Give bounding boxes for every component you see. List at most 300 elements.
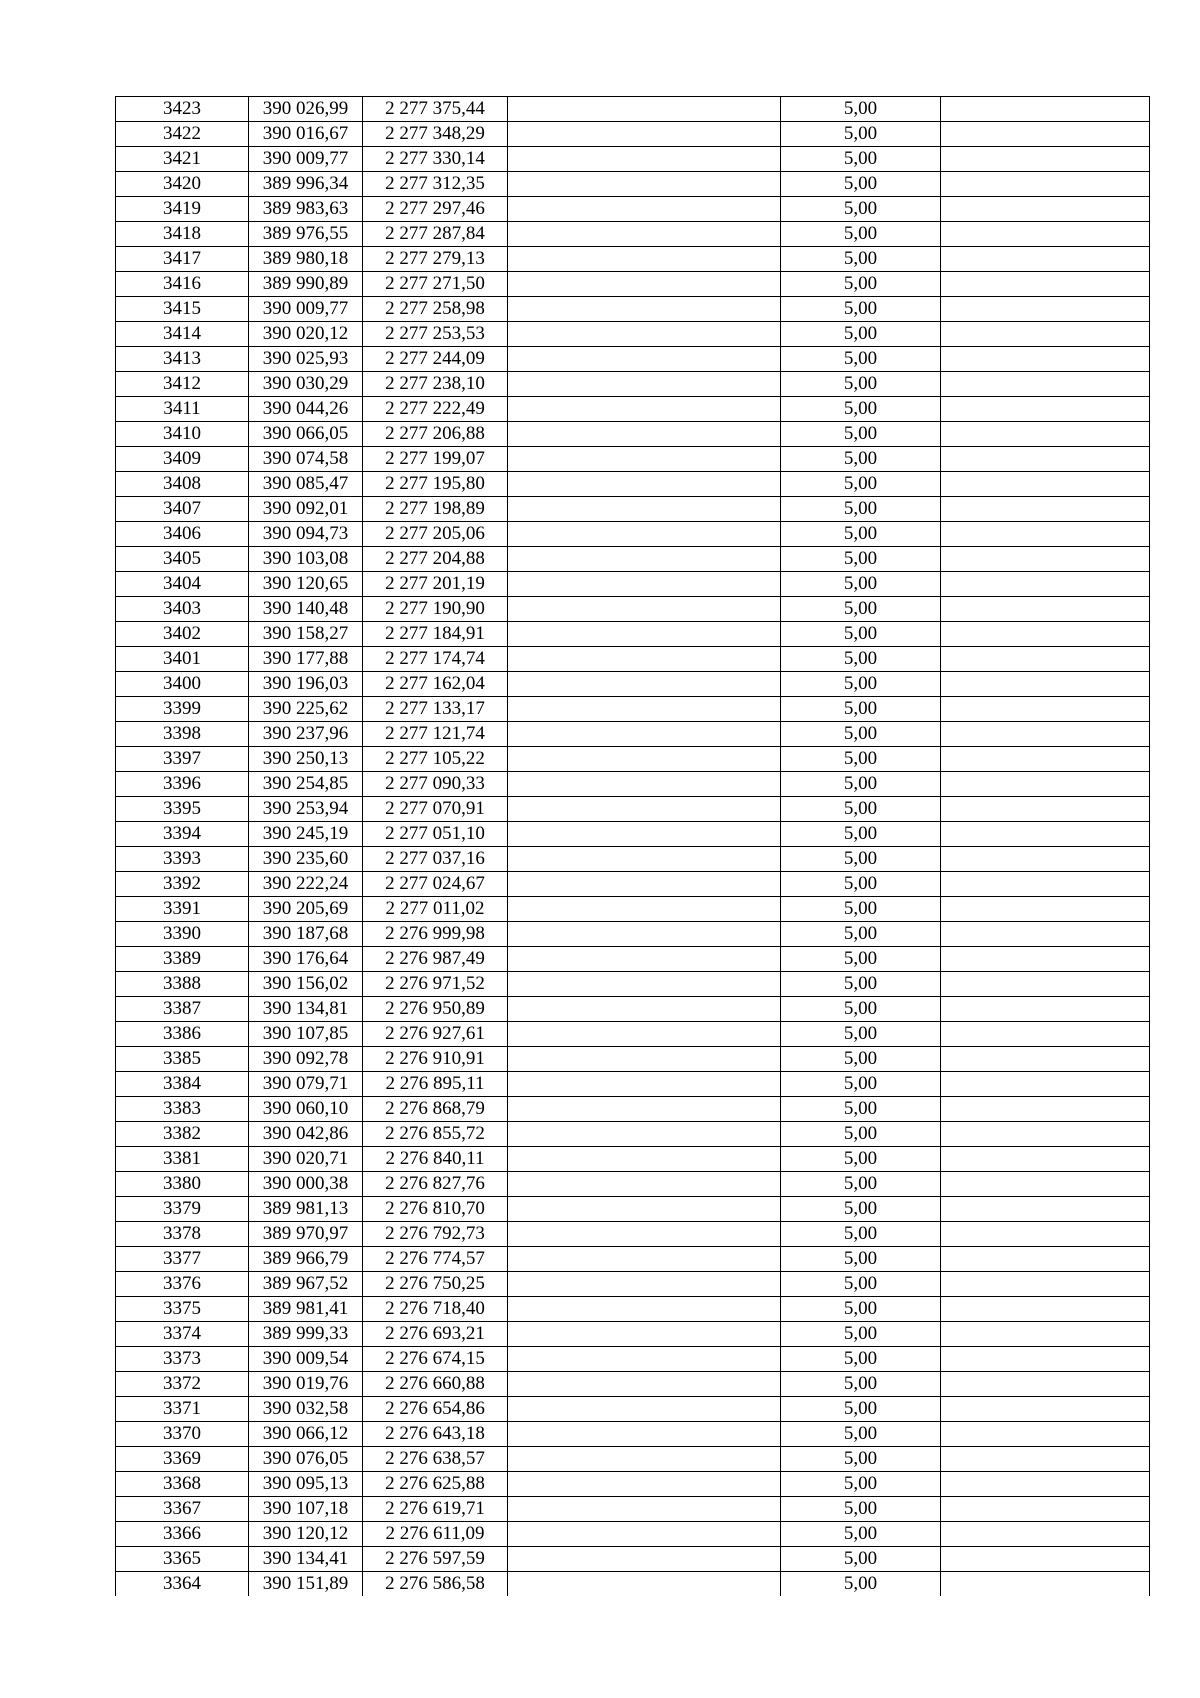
accuracy-cell: 5,00 <box>781 197 941 222</box>
accuracy-cell: 5,00 <box>781 997 941 1022</box>
accuracy-cell: 5,00 <box>781 622 941 647</box>
empty-cell <box>508 1147 781 1172</box>
x-coordinate-cell: 390 079,71 <box>249 1072 363 1097</box>
empty-cell <box>508 722 781 747</box>
point-number-cell: 3395 <box>116 797 249 822</box>
accuracy-cell: 5,00 <box>781 422 941 447</box>
empty-cell <box>941 847 1150 872</box>
accuracy-cell: 5,00 <box>781 897 941 922</box>
table-row <box>116 1422 1150 1447</box>
point-number-cell: 3410 <box>116 422 249 447</box>
point-number-cell: 3387 <box>116 997 249 1022</box>
point-number-cell: 3407 <box>116 497 249 522</box>
table-row <box>116 1197 1150 1222</box>
x-coordinate-cell: 389 996,34 <box>249 172 363 197</box>
empty-cell <box>941 922 1150 947</box>
x-coordinate-cell: 390 019,76 <box>249 1372 363 1397</box>
point-number-cell: 3369 <box>116 1447 249 1472</box>
table-row <box>116 1172 1150 1197</box>
x-coordinate-cell: 390 235,60 <box>249 847 363 872</box>
point-number-cell: 3418 <box>116 222 249 247</box>
y-coordinate-cell: 2 277 258,98 <box>363 297 508 322</box>
accuracy-cell: 5,00 <box>781 1447 941 1472</box>
empty-cell <box>941 147 1150 172</box>
table-row <box>116 1072 1150 1097</box>
empty-cell <box>508 947 781 972</box>
point-number-cell: 3413 <box>116 347 249 372</box>
point-number-cell: 3389 <box>116 947 249 972</box>
x-coordinate-cell: 390 120,12 <box>249 1522 363 1547</box>
empty-cell <box>508 297 781 322</box>
y-coordinate-cell: 2 276 611,09 <box>363 1522 508 1547</box>
point-number-cell: 3374 <box>116 1322 249 1347</box>
table-row <box>116 1397 1150 1422</box>
table-row <box>116 322 1150 347</box>
point-number-cell: 3381 <box>116 1147 249 1172</box>
x-coordinate-cell: 390 076,05 <box>249 1447 363 1472</box>
point-number-cell: 3390 <box>116 922 249 947</box>
y-coordinate-cell: 2 277 174,74 <box>363 647 508 672</box>
y-coordinate-cell: 2 276 625,88 <box>363 1472 508 1497</box>
empty-cell <box>941 1247 1150 1272</box>
point-number-cell: 3411 <box>116 397 249 422</box>
x-coordinate-cell: 390 225,62 <box>249 697 363 722</box>
empty-cell <box>508 1347 781 1372</box>
empty-cell <box>508 572 781 597</box>
empty-cell <box>941 397 1150 422</box>
accuracy-cell: 5,00 <box>781 797 941 822</box>
point-number-cell: 3375 <box>116 1297 249 1322</box>
empty-cell <box>941 747 1150 772</box>
y-coordinate-cell: 2 277 011,02 <box>363 897 508 922</box>
accuracy-cell: 5,00 <box>781 322 941 347</box>
y-coordinate-cell: 2 277 375,44 <box>363 97 508 122</box>
y-coordinate-cell: 2 277 201,19 <box>363 572 508 597</box>
x-coordinate-cell: 390 245,19 <box>249 822 363 847</box>
point-number-cell: 3412 <box>116 372 249 397</box>
accuracy-cell: 5,00 <box>781 872 941 897</box>
empty-cell <box>941 272 1150 297</box>
table-row <box>116 922 1150 947</box>
table-row <box>116 1272 1150 1297</box>
table-row <box>116 1322 1150 1347</box>
y-coordinate-cell: 2 276 597,59 <box>363 1547 508 1572</box>
accuracy-cell: 5,00 <box>781 447 941 472</box>
table-row <box>116 422 1150 447</box>
accuracy-cell: 5,00 <box>781 1347 941 1372</box>
empty-cell <box>508 422 781 447</box>
empty-cell <box>508 822 781 847</box>
empty-cell <box>508 697 781 722</box>
empty-cell <box>508 147 781 172</box>
y-coordinate-cell: 2 277 195,80 <box>363 472 508 497</box>
empty-cell <box>508 1572 781 1597</box>
x-coordinate-cell: 390 042,86 <box>249 1122 363 1147</box>
table-row <box>116 197 1150 222</box>
empty-cell <box>508 497 781 522</box>
empty-cell <box>941 772 1150 797</box>
empty-cell <box>508 1222 781 1247</box>
point-number-cell: 3382 <box>116 1122 249 1147</box>
y-coordinate-cell: 2 277 330,14 <box>363 147 508 172</box>
y-coordinate-cell: 2 276 638,57 <box>363 1447 508 1472</box>
y-coordinate-cell: 2 276 643,18 <box>363 1422 508 1447</box>
point-number-cell: 3366 <box>116 1522 249 1547</box>
point-number-cell: 3408 <box>116 472 249 497</box>
accuracy-cell: 5,00 <box>781 172 941 197</box>
empty-cell <box>508 522 781 547</box>
empty-cell <box>941 572 1150 597</box>
x-coordinate-cell: 390 134,41 <box>249 1547 363 1572</box>
empty-cell <box>508 1497 781 1522</box>
x-coordinate-cell: 390 092,78 <box>249 1047 363 1072</box>
point-number-cell: 3379 <box>116 1197 249 1222</box>
point-number-cell: 3403 <box>116 597 249 622</box>
table-row <box>116 1247 1150 1272</box>
table-body <box>116 97 1150 1597</box>
table-row <box>116 1372 1150 1397</box>
point-number-cell: 3371 <box>116 1397 249 1422</box>
empty-cell <box>941 1372 1150 1397</box>
empty-cell <box>941 1522 1150 1547</box>
accuracy-cell: 5,00 <box>781 272 941 297</box>
y-coordinate-cell: 2 276 827,76 <box>363 1172 508 1197</box>
x-coordinate-cell: 390 107,18 <box>249 1497 363 1522</box>
accuracy-cell: 5,00 <box>781 1497 941 1522</box>
x-coordinate-cell: 390 094,73 <box>249 522 363 547</box>
point-number-cell: 3378 <box>116 1222 249 1247</box>
coordinate-table <box>115 96 1150 1596</box>
empty-cell <box>941 972 1150 997</box>
table-row <box>116 1097 1150 1122</box>
table-row <box>116 497 1150 522</box>
empty-cell <box>941 422 1150 447</box>
table-row <box>116 1347 1150 1372</box>
table-row <box>116 1522 1150 1547</box>
x-coordinate-cell: 390 253,94 <box>249 797 363 822</box>
empty-cell <box>941 1197 1150 1222</box>
x-coordinate-cell: 389 999,33 <box>249 1322 363 1347</box>
empty-cell <box>508 397 781 422</box>
point-number-cell: 3392 <box>116 872 249 897</box>
accuracy-cell: 5,00 <box>781 1547 941 1572</box>
empty-cell <box>941 322 1150 347</box>
empty-cell <box>941 1572 1150 1597</box>
empty-cell <box>941 1447 1150 1472</box>
empty-cell <box>508 1197 781 1222</box>
point-number-cell: 3419 <box>116 197 249 222</box>
y-coordinate-cell: 2 276 792,73 <box>363 1222 508 1247</box>
empty-cell <box>508 622 781 647</box>
empty-cell <box>941 872 1150 897</box>
empty-cell <box>508 1022 781 1047</box>
point-number-cell: 3394 <box>116 822 249 847</box>
accuracy-cell: 5,00 <box>781 1247 941 1272</box>
y-coordinate-cell: 2 276 660,88 <box>363 1372 508 1397</box>
empty-cell <box>941 472 1150 497</box>
accuracy-cell: 5,00 <box>781 722 941 747</box>
empty-cell <box>941 97 1150 122</box>
table-row <box>116 247 1150 272</box>
empty-cell <box>508 972 781 997</box>
accuracy-cell: 5,00 <box>781 1147 941 1172</box>
x-coordinate-cell: 389 981,13 <box>249 1197 363 1222</box>
point-number-cell: 3383 <box>116 1097 249 1122</box>
table-row <box>116 672 1150 697</box>
accuracy-cell: 5,00 <box>781 1197 941 1222</box>
y-coordinate-cell: 2 276 840,11 <box>363 1147 508 1172</box>
table-row <box>116 372 1150 397</box>
empty-cell <box>941 372 1150 397</box>
empty-cell <box>508 472 781 497</box>
table-row <box>116 1447 1150 1472</box>
y-coordinate-cell: 2 276 987,49 <box>363 947 508 972</box>
table-row <box>116 1547 1150 1572</box>
empty-cell <box>508 447 781 472</box>
table-row <box>116 897 1150 922</box>
point-number-cell: 3420 <box>116 172 249 197</box>
table-row <box>116 522 1150 547</box>
x-coordinate-cell: 390 092,01 <box>249 497 363 522</box>
empty-cell <box>941 1272 1150 1297</box>
table-row <box>116 1297 1150 1322</box>
x-coordinate-cell: 390 085,47 <box>249 472 363 497</box>
empty-cell <box>941 672 1150 697</box>
empty-cell <box>508 922 781 947</box>
y-coordinate-cell: 2 277 204,88 <box>363 547 508 572</box>
table-row <box>116 472 1150 497</box>
x-coordinate-cell: 390 254,85 <box>249 772 363 797</box>
accuracy-cell: 5,00 <box>781 1072 941 1097</box>
empty-cell <box>941 222 1150 247</box>
point-number-cell: 3417 <box>116 247 249 272</box>
point-number-cell: 3372 <box>116 1372 249 1397</box>
empty-cell <box>941 447 1150 472</box>
point-number-cell: 3364 <box>116 1572 249 1597</box>
empty-cell <box>508 897 781 922</box>
point-number-cell: 3384 <box>116 1072 249 1097</box>
y-coordinate-cell: 2 277 222,49 <box>363 397 508 422</box>
x-coordinate-cell: 389 983,63 <box>249 197 363 222</box>
x-coordinate-cell: 390 025,93 <box>249 347 363 372</box>
x-coordinate-cell: 390 187,68 <box>249 922 363 947</box>
table-row <box>116 272 1150 297</box>
point-number-cell: 3388 <box>116 972 249 997</box>
accuracy-cell: 5,00 <box>781 122 941 147</box>
x-coordinate-cell: 390 205,69 <box>249 897 363 922</box>
x-coordinate-cell: 390 196,03 <box>249 672 363 697</box>
y-coordinate-cell: 2 276 855,72 <box>363 1122 508 1147</box>
x-coordinate-cell: 390 020,71 <box>249 1147 363 1172</box>
empty-cell <box>941 1097 1150 1122</box>
empty-cell <box>508 1322 781 1347</box>
empty-cell <box>941 1047 1150 1072</box>
y-coordinate-cell: 2 277 199,07 <box>363 447 508 472</box>
table-row <box>116 122 1150 147</box>
x-coordinate-cell: 390 095,13 <box>249 1472 363 1497</box>
table-row <box>116 1147 1150 1172</box>
point-number-cell: 3401 <box>116 647 249 672</box>
y-coordinate-cell: 2 276 693,21 <box>363 1322 508 1347</box>
empty-cell <box>508 172 781 197</box>
accuracy-cell: 5,00 <box>781 922 941 947</box>
y-coordinate-cell: 2 277 190,90 <box>363 597 508 622</box>
x-coordinate-cell: 390 237,96 <box>249 722 363 747</box>
point-number-cell: 3376 <box>116 1272 249 1297</box>
y-coordinate-cell: 2 277 271,50 <box>363 272 508 297</box>
x-coordinate-cell: 390 060,10 <box>249 1097 363 1122</box>
y-coordinate-cell: 2 277 312,35 <box>363 172 508 197</box>
point-number-cell: 3386 <box>116 1022 249 1047</box>
empty-cell <box>941 622 1150 647</box>
accuracy-cell: 5,00 <box>781 572 941 597</box>
y-coordinate-cell: 2 276 999,98 <box>363 922 508 947</box>
empty-cell <box>941 347 1150 372</box>
point-number-cell: 3398 <box>116 722 249 747</box>
empty-cell <box>508 1372 781 1397</box>
y-coordinate-cell: 2 277 051,10 <box>363 822 508 847</box>
empty-cell <box>508 1397 781 1422</box>
table-row <box>116 1572 1150 1597</box>
point-number-cell: 3415 <box>116 297 249 322</box>
empty-cell <box>941 897 1150 922</box>
y-coordinate-cell: 2 276 586,58 <box>363 1572 508 1597</box>
empty-cell <box>508 1522 781 1547</box>
x-coordinate-cell: 390 009,54 <box>249 1347 363 1372</box>
accuracy-cell: 5,00 <box>781 1122 941 1147</box>
y-coordinate-cell: 2 276 810,70 <box>363 1197 508 1222</box>
accuracy-cell: 5,00 <box>781 1022 941 1047</box>
empty-cell <box>508 997 781 1022</box>
empty-cell <box>941 297 1150 322</box>
empty-cell <box>508 872 781 897</box>
empty-cell <box>508 772 781 797</box>
x-coordinate-cell: 390 156,02 <box>249 972 363 997</box>
y-coordinate-cell: 2 277 253,53 <box>363 322 508 347</box>
accuracy-cell: 5,00 <box>781 397 941 422</box>
x-coordinate-cell: 390 032,58 <box>249 1397 363 1422</box>
table-row <box>116 172 1150 197</box>
x-coordinate-cell: 390 066,12 <box>249 1422 363 1447</box>
point-number-cell: 3416 <box>116 272 249 297</box>
table-row <box>116 697 1150 722</box>
empty-cell <box>508 1247 781 1272</box>
x-coordinate-cell: 390 044,26 <box>249 397 363 422</box>
x-coordinate-cell: 389 967,52 <box>249 1272 363 1297</box>
empty-cell <box>508 597 781 622</box>
accuracy-cell: 5,00 <box>781 347 941 372</box>
y-coordinate-cell: 2 277 279,13 <box>363 247 508 272</box>
x-coordinate-cell: 390 009,77 <box>249 297 363 322</box>
empty-cell <box>941 697 1150 722</box>
y-coordinate-cell: 2 276 674,15 <box>363 1347 508 1372</box>
point-number-cell: 3367 <box>116 1497 249 1522</box>
empty-cell <box>941 522 1150 547</box>
accuracy-cell: 5,00 <box>781 1272 941 1297</box>
point-number-cell: 3409 <box>116 447 249 472</box>
accuracy-cell: 5,00 <box>781 1572 941 1597</box>
x-coordinate-cell: 390 066,05 <box>249 422 363 447</box>
accuracy-cell: 5,00 <box>781 772 941 797</box>
table-row <box>116 597 1150 622</box>
table-row <box>116 722 1150 747</box>
empty-cell <box>941 1222 1150 1247</box>
empty-cell <box>508 847 781 872</box>
y-coordinate-cell: 2 277 205,06 <box>363 522 508 547</box>
empty-cell <box>508 372 781 397</box>
accuracy-cell: 5,00 <box>781 697 941 722</box>
empty-cell <box>941 1322 1150 1347</box>
empty-cell <box>941 997 1150 1022</box>
accuracy-cell: 5,00 <box>781 822 941 847</box>
table-row <box>116 1222 1150 1247</box>
accuracy-cell: 5,00 <box>781 847 941 872</box>
point-number-cell: 3370 <box>116 1422 249 1447</box>
empty-cell <box>941 247 1150 272</box>
x-coordinate-cell: 389 966,79 <box>249 1247 363 1272</box>
empty-cell <box>941 1472 1150 1497</box>
empty-cell <box>941 122 1150 147</box>
table-row <box>116 1122 1150 1147</box>
x-coordinate-cell: 389 970,97 <box>249 1222 363 1247</box>
table-row <box>116 972 1150 997</box>
y-coordinate-cell: 2 276 895,11 <box>363 1072 508 1097</box>
x-coordinate-cell: 390 151,89 <box>249 1572 363 1597</box>
table-row <box>116 147 1150 172</box>
x-coordinate-cell: 390 176,64 <box>249 947 363 972</box>
point-number-cell: 3397 <box>116 747 249 772</box>
accuracy-cell: 5,00 <box>781 147 941 172</box>
y-coordinate-cell: 2 277 184,91 <box>363 622 508 647</box>
empty-cell <box>941 197 1150 222</box>
empty-cell <box>508 97 781 122</box>
empty-cell <box>941 647 1150 672</box>
empty-cell <box>941 1497 1150 1522</box>
table-row <box>116 347 1150 372</box>
x-coordinate-cell: 390 030,29 <box>249 372 363 397</box>
empty-cell <box>508 347 781 372</box>
accuracy-cell: 5,00 <box>781 672 941 697</box>
empty-cell <box>941 1072 1150 1097</box>
table-row <box>116 747 1150 772</box>
table-row <box>116 1472 1150 1497</box>
accuracy-cell: 5,00 <box>781 647 941 672</box>
empty-cell <box>508 1047 781 1072</box>
x-coordinate-cell: 389 976,55 <box>249 222 363 247</box>
accuracy-cell: 5,00 <box>781 972 941 997</box>
point-number-cell: 3402 <box>116 622 249 647</box>
table-row <box>116 1047 1150 1072</box>
y-coordinate-cell: 2 277 162,04 <box>363 672 508 697</box>
empty-cell <box>508 1072 781 1097</box>
empty-cell <box>508 797 781 822</box>
point-number-cell: 3422 <box>116 122 249 147</box>
empty-cell <box>941 1122 1150 1147</box>
empty-cell <box>941 797 1150 822</box>
empty-cell <box>508 197 781 222</box>
empty-cell <box>508 547 781 572</box>
empty-cell <box>508 647 781 672</box>
accuracy-cell: 5,00 <box>781 1047 941 1072</box>
empty-cell <box>941 1347 1150 1372</box>
table-row <box>116 822 1150 847</box>
empty-cell <box>941 1547 1150 1572</box>
table-row <box>116 847 1150 872</box>
y-coordinate-cell: 2 277 121,74 <box>363 722 508 747</box>
accuracy-cell: 5,00 <box>781 497 941 522</box>
accuracy-cell: 5,00 <box>781 547 941 572</box>
point-number-cell: 3406 <box>116 522 249 547</box>
